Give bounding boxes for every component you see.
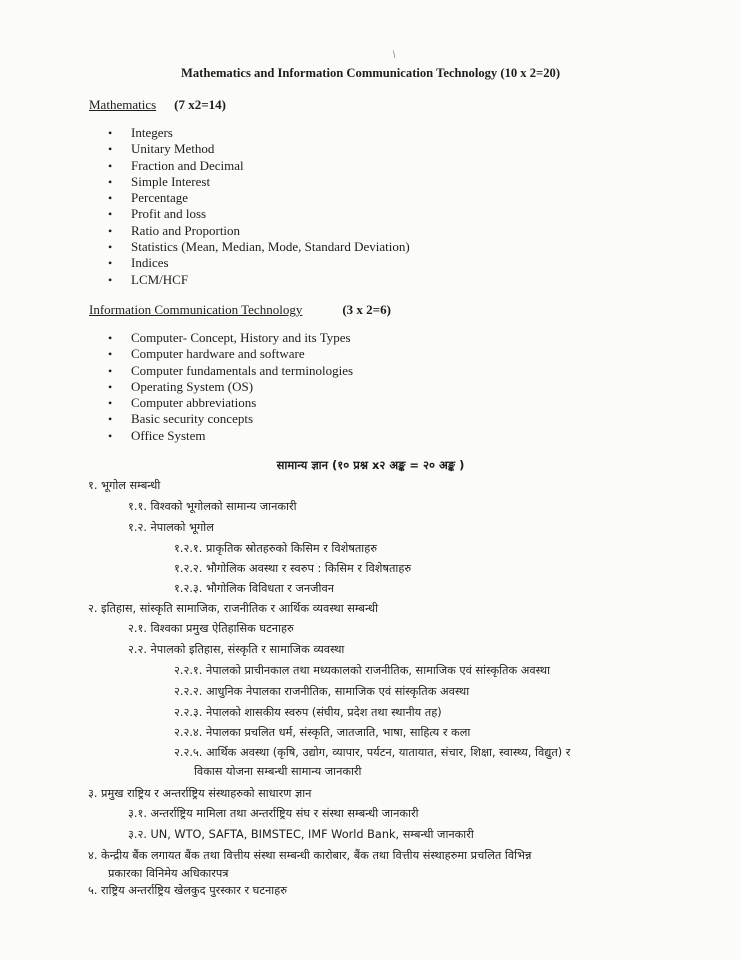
math-topic-list [108, 125, 410, 288]
gk-line: २.२.५. आर्थिक अवस्था (कृषि, उद्योग, व्यापार, पर्यटन, यातायात, संचार, शिक्षा, स्वास्थ्य, विद्युत) र [174, 746, 571, 759]
list-item: • Percentage [108, 190, 410, 206]
gk-line: १.२. नेपालको भूगोल [128, 521, 214, 534]
gk-line: २.२. नेपालको इतिहास, संस्कृति र सामाजिक व्यवस्था [128, 643, 345, 656]
list-item: • Unitary Method [108, 141, 410, 157]
list-item: • Statistics (Mean, Median, Mode, Standard Deviation) [108, 239, 410, 255]
list-item: • Fraction and Decimal [108, 158, 410, 174]
ict-heading [89, 302, 391, 318]
gk-line: २.२.३. नेपालको शासकीय स्वरुप (संघीय, प्रदेश तथा स्थानीय तह) [174, 706, 442, 719]
list-item: • Indices [108, 255, 410, 271]
list-item: • Computer fundamentals and terminologies [108, 363, 353, 379]
gk-line: १.२.१. प्राकृतिक स्रोतहरुको किसिम र विशेषताहरु [174, 542, 377, 555]
math-heading [89, 97, 226, 113]
list-item: • Profit and loss [108, 206, 410, 222]
gk-line: २.१. विश्वका प्रमुख ऐतिहासिक घटनाहरु [128, 622, 294, 635]
list-item: • Ratio and Proportion [108, 223, 410, 239]
list-item: • Computer abbreviations [108, 395, 353, 411]
ict-label: Information Communication Technology [89, 302, 303, 317]
list-item: • Computer- Concept, History and its Types [108, 330, 353, 346]
list-item: • Integers [108, 125, 410, 141]
gk-line: २.२.२. आधुनिक नेपालका राजनीतिक, सामाजिक एवं सांस्कृतिक अवस्था [174, 685, 470, 698]
pen-mark: / [390, 49, 399, 61]
list-item: • Office System [108, 428, 353, 444]
gk-line: २.२.४. नेपालका प्रचलित धर्म, संस्कृति, जातजाति, भाषा, साहित्य र कला [174, 726, 471, 739]
math-label: Mathematics [89, 97, 157, 112]
gk-line: २. इतिहास, सांस्कृति सामाजिक, राजनीतिक र आर्थिक व्यवस्था सम्बन्धी [88, 602, 378, 615]
gk-line: विकास योजना सम्बन्धी सामान्य जानकारी [194, 765, 362, 778]
ict-topic-list [108, 330, 353, 444]
gk-line: ३.१. अन्तर्राष्ट्रिय मामिला तथा अन्तर्राष्ट्रिय संघ र संस्था सम्बन्धी जानकारी [128, 807, 419, 820]
gk-line: प्रकारका विनिमेय अधिकारपत्र [108, 867, 229, 880]
gk-line: १. भूगोल सम्बन्धी [88, 479, 161, 492]
gk-line: ४. केन्द्रीय बैंक लगायत बैंक तथा वित्तीय संस्था सम्बन्धी कारोबार, बैंक तथा वित्तीय संस्थाहरुमा प्रचलित विभिन्न [88, 849, 532, 862]
list-item: • Simple Interest [108, 174, 410, 190]
gk-line: १.२.३. भौगोलिक विविधता र जनजीवन [174, 582, 335, 595]
gk-line: ५. राष्ट्रिय अन्तर्राष्ट्रिय खेलकुद पुरस्कार र घटनाहरु [88, 884, 287, 897]
gk-title: सामान्य ज्ञान (१० प्रश्न x२ अङ्क = २० अङ्क ) [276, 458, 465, 472]
gk-line: ३.२. UN, WTO, SAFTA, BIMSTEC, IMF World Bank, सम्बन्धी जानकारी [128, 828, 474, 841]
ict-marks: (3 x 2=6) [342, 302, 391, 317]
gk-line: १.२.२. भौगोलिक अवस्था र स्वरुप : किसिम र विशेषताहरु [174, 562, 412, 575]
list-item: • Operating System (OS) [108, 379, 353, 395]
math-marks: (7 x2=14) [174, 97, 226, 112]
page-title: Mathematics and Information Communication Technology (10 x 2=20) [180, 66, 561, 80]
gk-line: २.२.१. नेपालको प्राचीनकाल तथा मध्यकालको राजनीतिक, सामाजिक एवं सांस्कृतिक अवस्था [174, 664, 550, 677]
gk-line: ३. प्रमुख राष्ट्रिय र अन्तर्राष्ट्रिय संस्थाहरुको साधारण ज्ञान [88, 787, 312, 800]
list-item: • LCM/HCF [108, 272, 410, 288]
list-item: • Basic security concepts [108, 411, 353, 427]
list-item: • Computer hardware and software [108, 346, 353, 362]
gk-line: १.१. विश्वको भूगोलको सामान्य जानकारी [128, 500, 297, 513]
